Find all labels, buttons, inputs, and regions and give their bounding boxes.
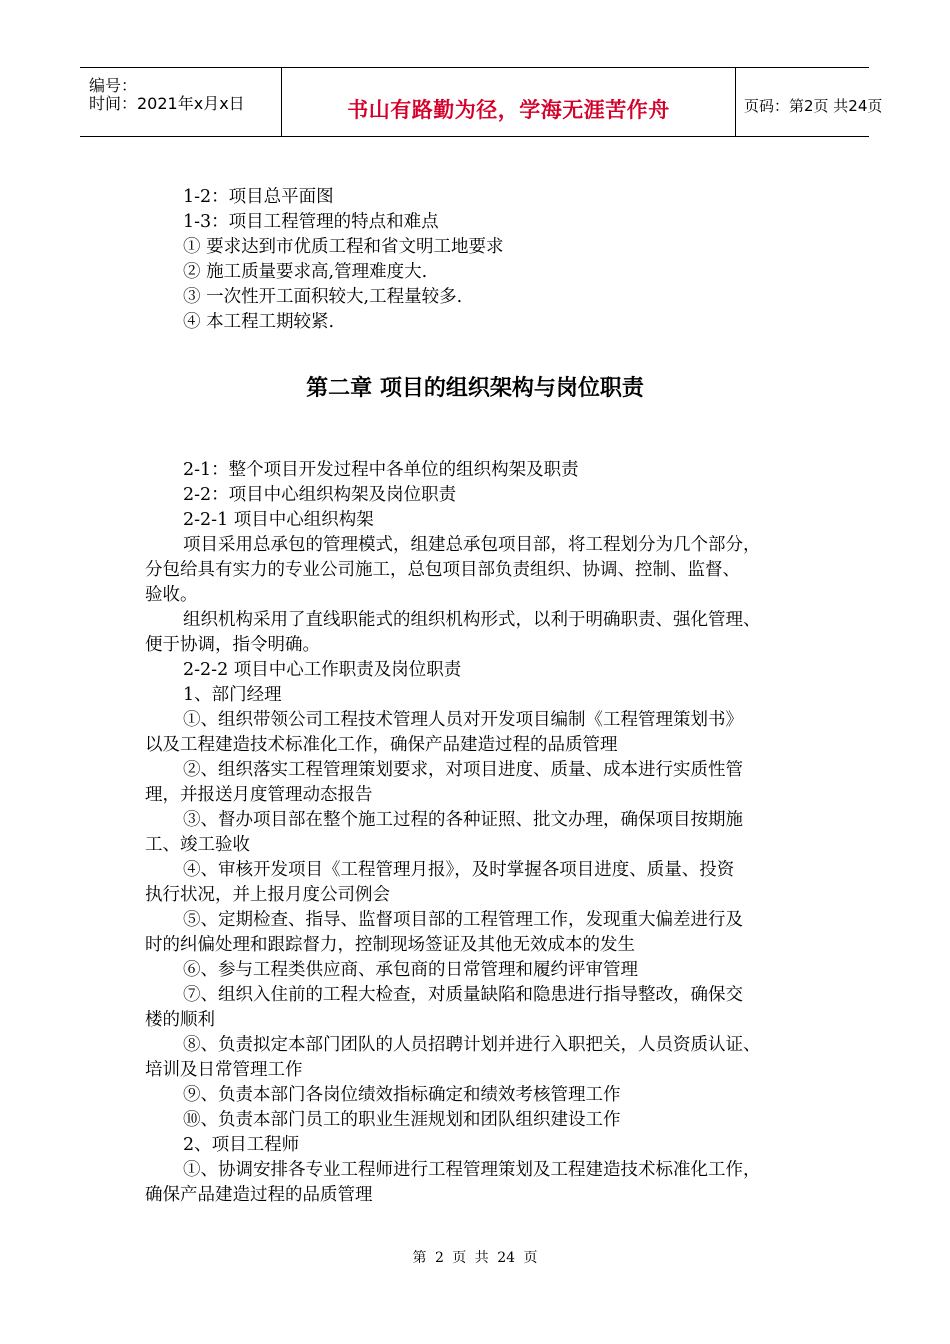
- section-line: ② 施工质量要求高,管理难度大.: [183, 262, 428, 282]
- body-line: ①、组织带领公司工程技术管理人员对开发项目编制《工程管理策划书》: [183, 710, 743, 730]
- body-line: 时的纠偏处理和跟踪督力，控制现场签证及其他无效成本的发生: [145, 935, 635, 955]
- body-line: 2-2-1 项目中心组织构架: [183, 510, 374, 530]
- section-line: 1-2：项目总平面图: [183, 187, 334, 207]
- body-line: 确保产品建造过程的品质管理: [145, 1185, 373, 1205]
- document-time: 时间：2021年x月x日: [89, 94, 245, 113]
- body-line: ②、组织落实工程管理策划要求，对项目进度、质量、成本进行实质性管: [183, 760, 743, 780]
- body-line: 楼的顺利: [145, 1010, 215, 1030]
- body-line: 执行状况，并上报月度公司例会: [145, 885, 390, 905]
- header-page-cell: [736, 68, 883, 136]
- body-line: 项目采用总承包的管理模式，组建总承包项目部，将工程划分为几个部分，: [183, 535, 761, 555]
- body-line: 2-1：整个项目开发过程中各单位的组织构架及职责: [183, 460, 579, 480]
- body-line: 2、项目工程师: [183, 1135, 300, 1155]
- section-line: 1-3：项目工程管理的特点和难点: [183, 212, 439, 232]
- header-motto-cell: [282, 68, 736, 136]
- body-line: ⑧、负责拟定本部门团队的人员招聘计划并进行入职把关，人员资质认证、: [183, 1035, 761, 1055]
- body-line: ①、协调安排各专业工程师进行工程管理策划及工程建造技术标准化工作，: [183, 1160, 761, 1180]
- body-line: 分包给具有实力的专业公司施工，总包项目部负责组织、协调、控制、监督、: [145, 560, 740, 580]
- document-number: 编号：: [89, 76, 138, 95]
- body-line: ⑥、参与工程类供应商、承包商的日常管理和履约评审管理: [183, 960, 638, 980]
- page-header: [80, 67, 883, 137]
- body-line: ④、审核开发项目《工程管理月报》，及时掌握各项目进度、质量、投资: [183, 860, 735, 880]
- body-line: 2-2-2 项目中心工作职责及岗位职责: [183, 660, 462, 680]
- body-line: ⑦、组织入住前的工程大检查，对质量缺陷和隐患进行指导整改，确保交: [183, 985, 743, 1005]
- body-line: 工、竣工验收: [145, 835, 250, 855]
- body-line: 理，并报送月度管理动态报告: [145, 785, 373, 805]
- section-line: ① 要求达到市优质工程和省文明工地要求: [183, 237, 504, 257]
- body-line: ⑨、负责本部门各岗位绩效指标确定和绩效考核管理工作: [183, 1085, 621, 1105]
- header-meta: [80, 68, 282, 136]
- header-motto: 书山有路勤为径，学海无涯苦作舟: [347, 98, 670, 122]
- chapter-title: 第二章 项目的组织架构与岗位职责: [306, 376, 644, 401]
- body-line: 便于协调，指令明确。: [145, 635, 320, 655]
- body-line: 验收。: [145, 585, 198, 605]
- body-line: ⑩、负责本部门员工的职业生涯规划和团队组织建设工作: [183, 1110, 621, 1130]
- body-line: 1、部门经理: [183, 685, 282, 705]
- page-footer: 第 2 页 共 24 页: [412, 1250, 538, 1266]
- body-line: 组织机构采用了直线职能式的组织机构形式，以利于明确职责、强化管理、: [183, 610, 761, 630]
- body-line: 培训及日常管理工作: [145, 1060, 303, 1080]
- section-line: ④ 本工程工期较紧.: [183, 312, 335, 332]
- body-line: 以及工程建造技术标准化工作，确保产品建造过程的品质管理: [145, 735, 618, 755]
- body-line: 2-2：项目中心组织构架及岗位职责: [183, 485, 457, 505]
- section-line: ③ 一次性开工面积较大,工程量较多.: [183, 287, 463, 307]
- body-line: ⑤、定期检查、指导、监督项目部的工程管理工作，发现重大偏差进行及: [183, 910, 743, 930]
- body-line: ③、督办项目部在整个施工过程的各种证照、批文办理，确保项目按期施: [183, 810, 743, 830]
- header-page-info: 页码：第2页 共24页: [744, 97, 883, 115]
